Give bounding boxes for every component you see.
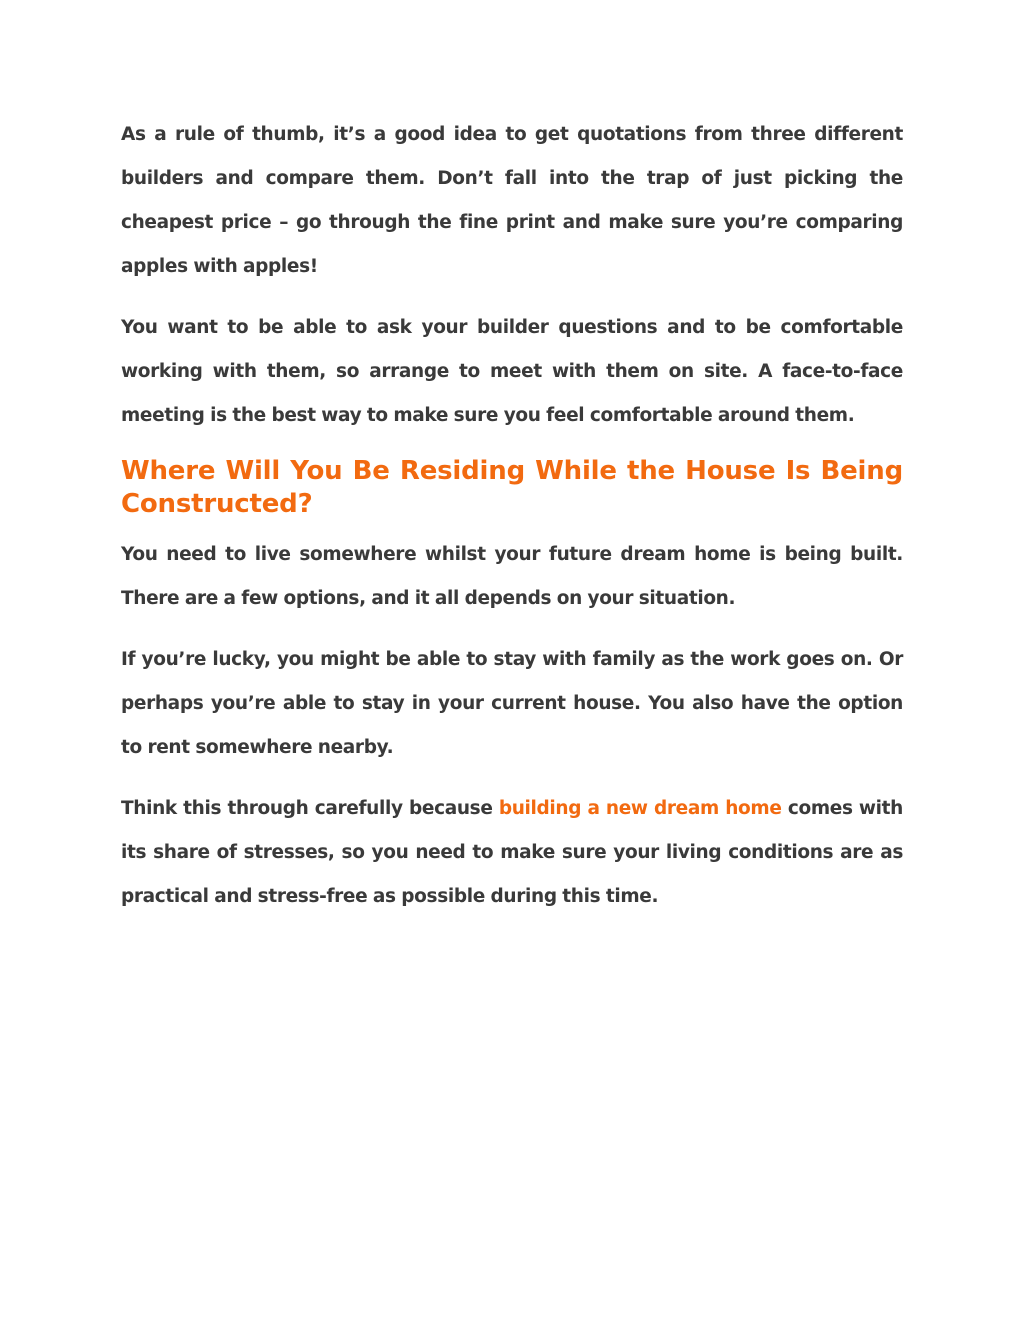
section-heading: Where Will You Be Residing While the House Is Being Constructed? — [121, 456, 903, 519]
paragraph-meet-builder: You want to be able to ask your builder questions and to be comfortable working with them, so arrange to meet with them on site. A face-to-face meeting is the best way to make sure you feel comfortable around them. — [121, 317, 903, 426]
paragraph-text-before-link: Think this through carefully because — [121, 798, 499, 819]
paragraph-living-options: You need to live somewhere whilst your future dream home is being built. There are a few options, and it all depends on your situation. — [121, 544, 903, 609]
paragraph-text-after-link: comes with its share of stresses, so you need to make sure your living conditions are as practical and stress-free as possible during this time. — [121, 798, 903, 907]
dream-home-link[interactable]: building a new dream home — [498, 798, 782, 819]
paragraph-stay-options: If you’re lucky, you might be able to stay with family as the work goes on. Or perhaps you’re able to stay in your current house. You also have the option to rent somewhere nearby. — [121, 649, 903, 758]
document-page — [121, 113, 903, 936]
paragraph-quotations: As a rule of thumb, it’s a good idea to get quotations from three different builders and compare them. Don’t fall into the trap of just picking the cheapest price – go through the fine print and make sure you’re comparing apples with apples! — [121, 124, 903, 277]
paragraph-think-through — [121, 787, 903, 919]
